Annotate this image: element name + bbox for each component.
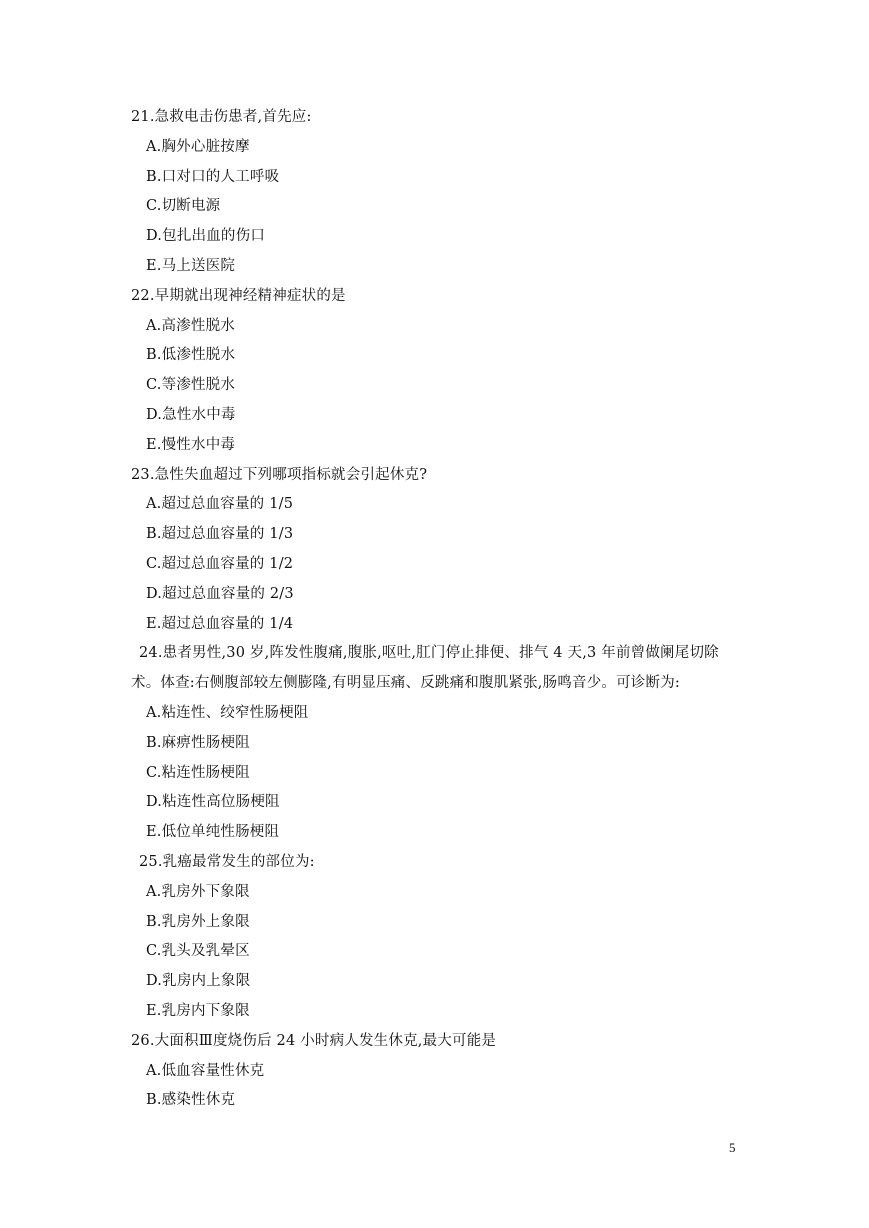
question-24-text-line-1: 24.患者男性,30 岁,阵发性腹痛,腹胀,呕吐,肛门停止排便、排气 4 天,3 年前曾做阑尾切除: [139, 645, 719, 662]
question-26-option-a: A.低血容量性休克: [146, 1062, 265, 1079]
question-21-option-c: C.切断电源: [146, 198, 221, 215]
question-26-text: 26.大面积Ⅲ度烧伤后 24 小时病人发生休克,最大可能是: [131, 1032, 497, 1049]
question-21-option-e: E.马上送医院: [146, 257, 236, 274]
question-22-option-b: B.低渗性脱水: [146, 347, 236, 364]
question-21-option-b: B.口对口的人工呼吸: [146, 168, 280, 185]
question-25-option-a: A.乳房外下象限: [146, 883, 250, 900]
question-21-option-d: D.包扎出血的伤口: [146, 228, 266, 245]
question-24-option-d: D.粘连性高位肠梗阻: [146, 794, 280, 811]
question-21-text: 21.急救电击伤患者,首先应:: [131, 109, 312, 125]
question-24-option-a: A.粘连性、绞窄性肠梗阻: [146, 704, 309, 721]
question-25-option-b: B.乳房外上象限: [146, 913, 250, 930]
question-22-option-e: E.慢性水中毒: [146, 436, 236, 453]
question-23-option-d: D.超过总血容量的 2/3: [146, 585, 294, 602]
question-22-option-a: A.高渗性脱水: [146, 317, 235, 334]
question-26-option-b: B.感染性休克: [146, 1092, 236, 1109]
question-25-option-e: E.乳房内下象限: [146, 1002, 250, 1019]
question-21-option-a: A.胸外心脏按摩: [146, 138, 250, 155]
question-22-option-d: D.急性水中毒: [146, 406, 236, 423]
question-23-option-c: C.超过总血容量的 1/2: [146, 555, 294, 572]
question-22-option-c: C.等渗性脱水: [146, 377, 236, 394]
question-list: [131, 103, 741, 1116]
question-23-text: 23.急性失血超过下列哪项指标就会引起休克?: [131, 466, 428, 483]
question-23-option-b: B.超过总血容量的 1/3: [146, 526, 294, 543]
question-25-text: 25.乳癌最常发生的部位为:: [139, 853, 315, 870]
question-25-option-d: D.乳房内上象限: [146, 973, 251, 990]
page-number: 5: [729, 1140, 736, 1155]
question-24-option-c: C.粘连性肠梗阻: [146, 764, 250, 781]
question-24-text-line-2: 术。体查:右侧腹部较左侧膨隆,有明显压痛、反跳痛和腹肌紧张,肠鸣音少。可诊断为:: [131, 675, 680, 692]
question-23-option-e: E.超过总血容量的 1/4: [146, 615, 294, 632]
question-23-option-a: A.超过总血容量的 1/5: [146, 496, 294, 513]
question-25-option-c: C.乳头及乳晕区: [146, 943, 250, 960]
question-22-text: 22.早期就出现神经精神症状的是: [131, 287, 346, 304]
question-24-option-e: E.低位单纯性肠梗阻: [146, 824, 280, 841]
question-24-option-b: B.麻痹性肠梗阻: [146, 734, 250, 751]
